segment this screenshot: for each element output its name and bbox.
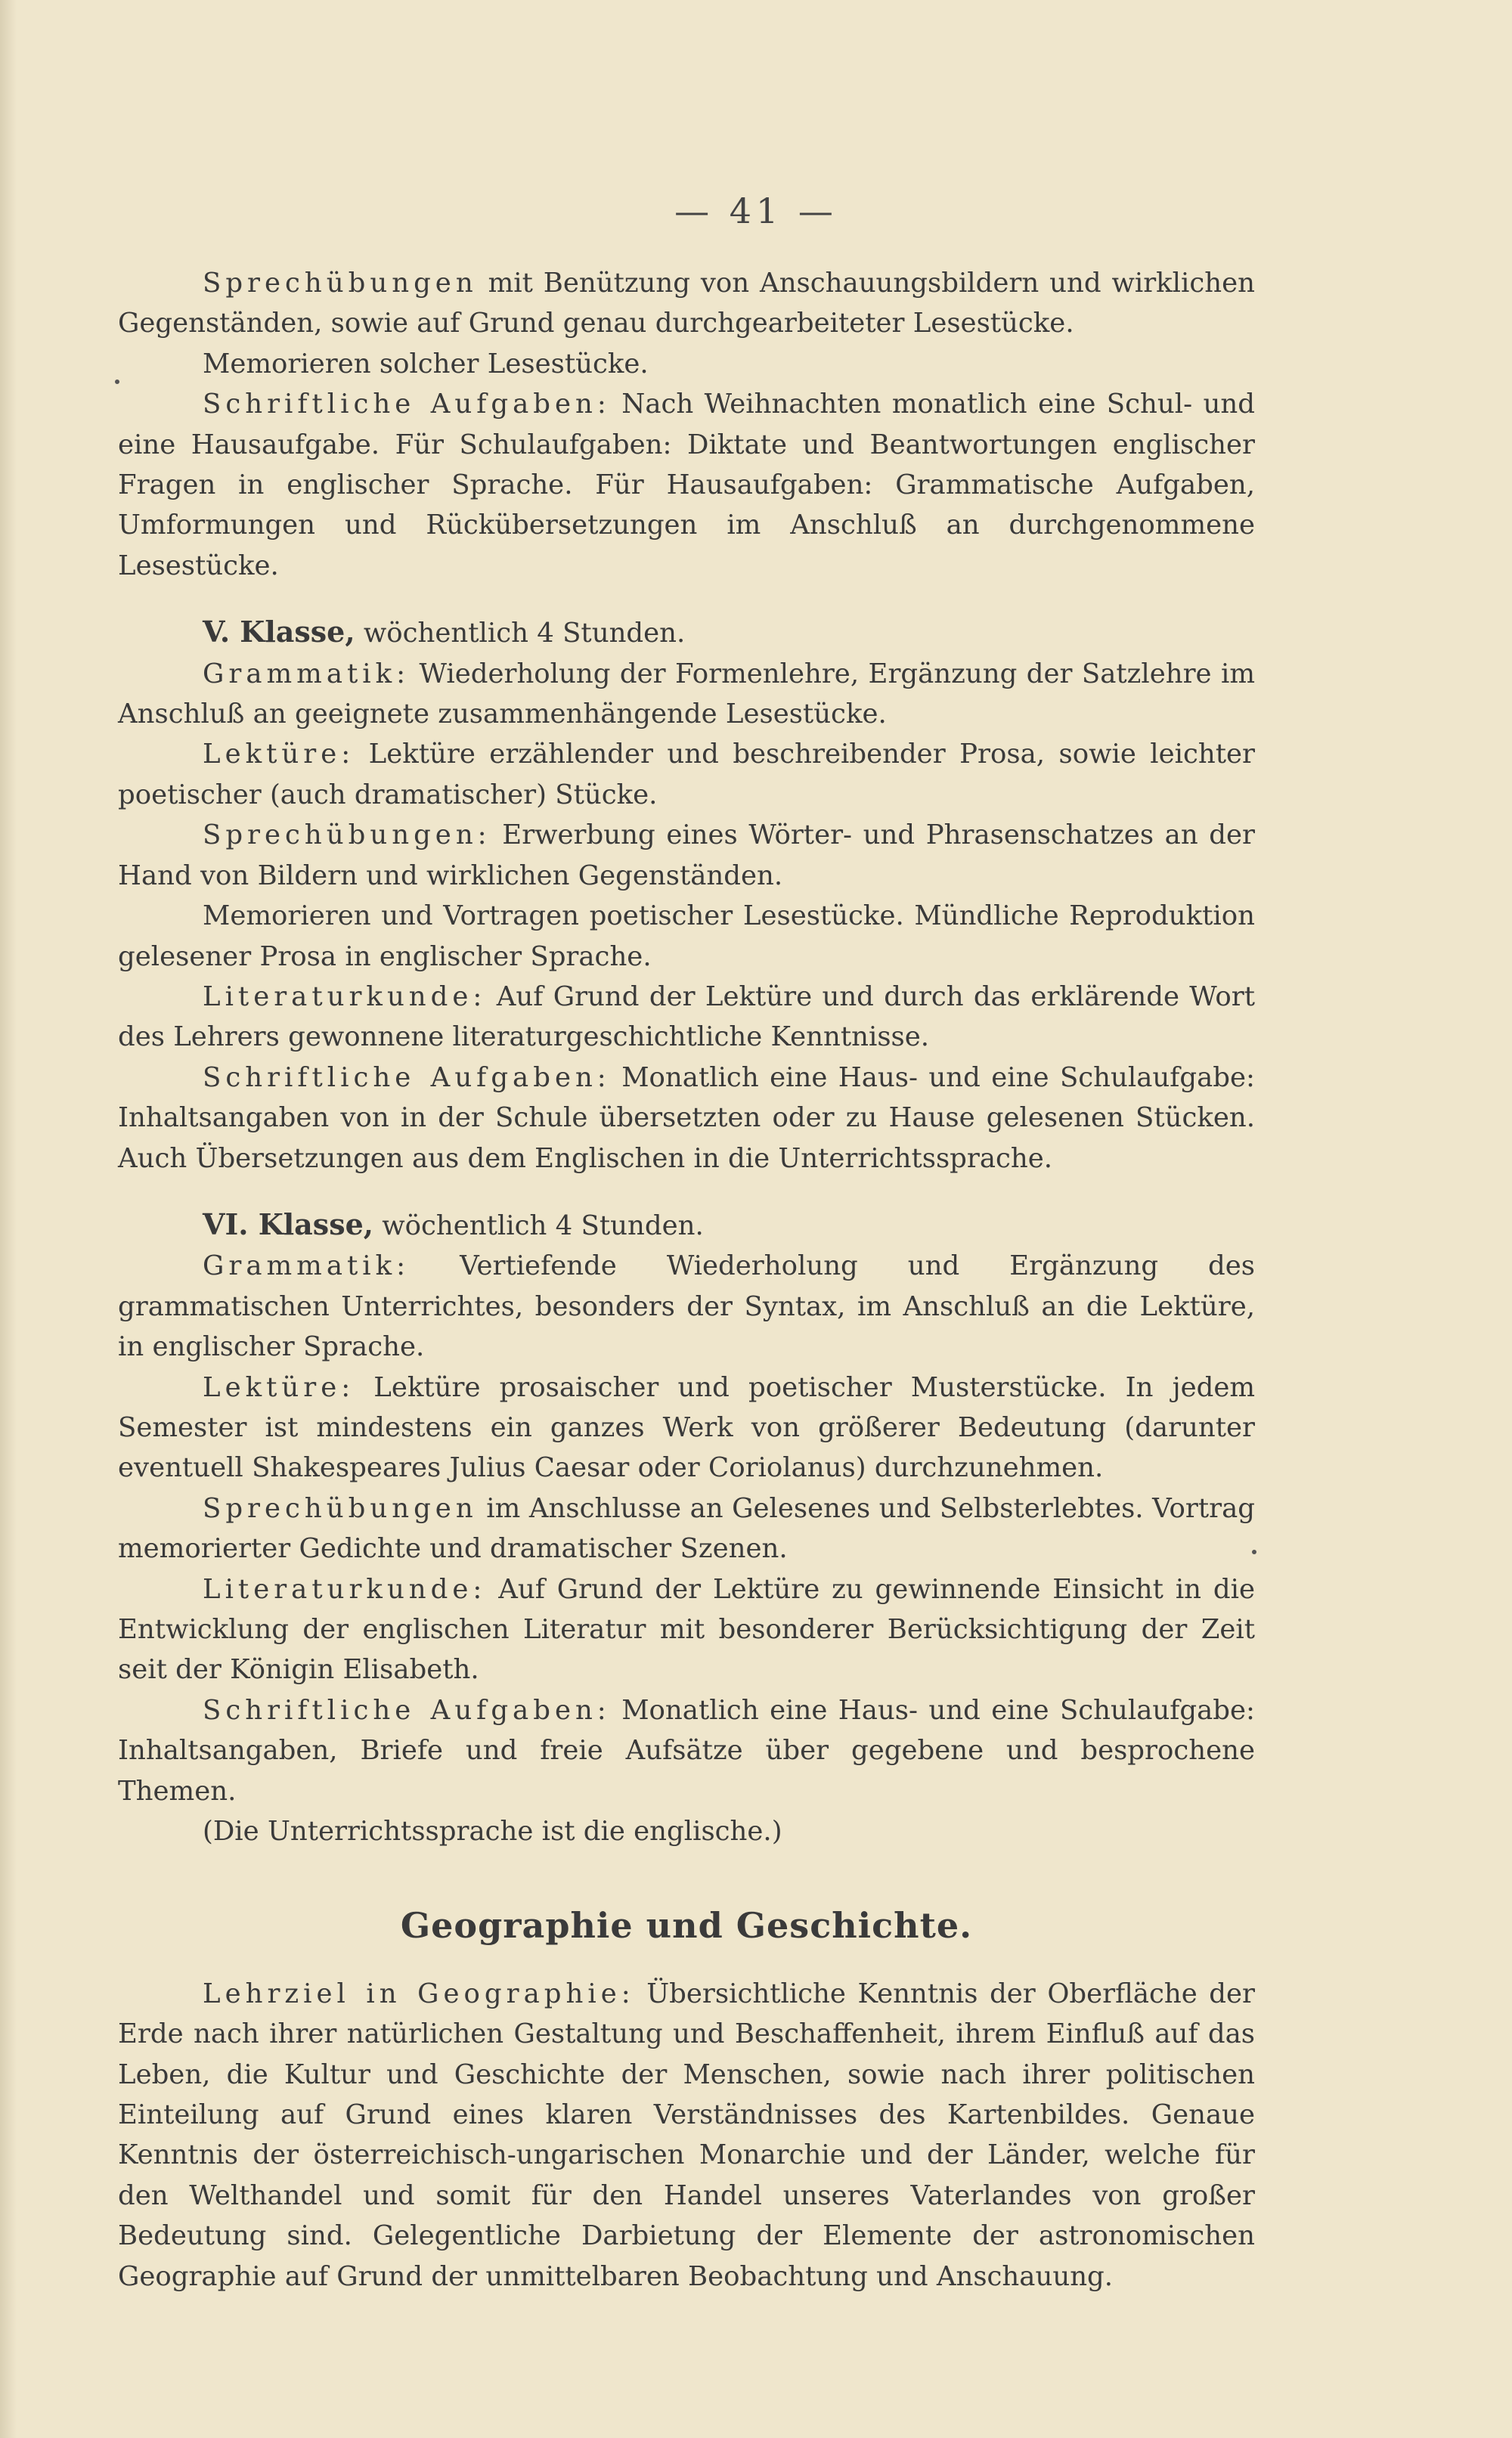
label-k6-sprechuebungen: Sprechübungen — [203, 1492, 478, 1524]
paragraph-lehrziel-geographie — [118, 1974, 1255, 2297]
text-k6-schriftliche-aufgaben: Monatlich eine Haus- und eine Schulaufgabe: Inhaltsangaben, Briefe und freie Aufsätze über gegebene und besprochene Themen. — [118, 1694, 1255, 1807]
label-k6-grammatik: Grammatik: — [203, 1250, 411, 1282]
text-k6-sprechuebungen: im Anschlusse an Gelesenes und Selbsterlebtes. Vortrag memorierter Gedichte und dramatischer Szenen. — [118, 1492, 1255, 1565]
paragraph-k5-lektuere — [118, 734, 1255, 815]
paragraph-k5-schriftliche-aufgaben — [118, 1058, 1255, 1179]
heading-klasse-6 — [118, 1204, 1255, 1246]
paragraph-k6-sprechuebungen — [118, 1489, 1255, 1569]
paragraph-k5-literaturkunde — [118, 977, 1255, 1058]
paragraph-k6-grammatik — [118, 1246, 1255, 1367]
paragraph-k5-grammatik — [118, 654, 1255, 735]
label-k5-schriftliche-aufgaben: Schriftliche Aufgaben: — [203, 1061, 611, 1093]
text-schriftliche-aufgaben: Nach Weihnachten monatlich eine Schul- und eine Hausaufgabe. Für Schulaufgaben: Diktate und Beantwortungen englischer Fragen in englischer Sprache. Für Hausaufgaben: Grammatische Aufgaben, Umformungen und Rückübersetzungen im Anschluß an durchgenommene Lesestücke. — [118, 389, 1255, 581]
page-edge-shadow — [0, 0, 17, 2438]
label-lehrziel-geographie: Lehrziel in Geographie: — [203, 1978, 635, 2009]
text-k5-literaturkunde: Auf Grund der Lektüre und durch das erklärende Wort des Lehrers gewonnene literaturgeschichtliche Kenntnisse. — [118, 980, 1255, 1053]
text-sprechuebungen: mit Benützung von Anschauungsbildern und wirklichen Gegenständen, sowie auf Grund genau durchgearbeiteter Lesestücke. — [118, 268, 1255, 339]
text-k5-grammatik: Wiederholung der Formenlehre, Ergänzung der Satzlehre im Anschluß an geeignete zusammenhängende Lesestücke. — [118, 658, 1255, 730]
label-schriftliche-aufgaben: Schriftliche Aufgaben: — [203, 389, 611, 420]
label-k5-sprechuebungen: Sprechübungen: — [203, 819, 491, 851]
klasse-6-hours: wöchentlich 4 Stunden. — [373, 1210, 704, 1241]
paragraph-k6-schriftliche-aufgaben — [118, 1690, 1255, 1811]
klasse-6-title: VI. Klasse, — [203, 1207, 373, 1241]
page-body — [118, 263, 1255, 2297]
paragraph-memorieren: Memorieren solcher Lesestücke. — [203, 348, 649, 379]
text-k6-grammatik: Vertiefende Wiederholung und Ergänzung des grammatischen Unterrichtes, besonders der Syntax, im Anschluß an die Lektüre, in englischer Sprache. — [118, 1250, 1255, 1363]
section-title-geographie-geschichte: Geographie und Geschichte. — [400, 1905, 973, 1947]
label-k5-lektuere: Lektüre: — [203, 739, 355, 770]
label-k5-grammatik: Grammatik: — [203, 658, 411, 689]
klasse-5-title: V. Klasse, — [203, 615, 355, 649]
label-k6-lektuere: Lektüre: — [203, 1371, 355, 1403]
paragraph-k5-memorieren: Memorieren und Vortragen poetischer Lesestücke. Mündliche Reproduktion gelesener Prosa in englischer Sprache. — [118, 900, 1255, 972]
label-k5-literaturkunde: Literaturkunde: — [203, 980, 487, 1012]
paragraph-sprechuebungen-intro — [118, 263, 1255, 344]
label-sprechuebungen: Sprechübungen — [203, 268, 478, 299]
klasse-5-hours: wöchentlich 4 Stunden. — [355, 618, 686, 649]
text-k6-lektuere: Lektüre prosaischer und poetischer Musterstücke. In jedem Semester ist mindestens ein ganzes Werk von größerer Bedeutung (darunter eventuell Shakespeares Julius Caesar oder Coriolanus) durchzunehmen. — [118, 1371, 1255, 1484]
paragraph-k6-literaturkunde — [118, 1569, 1255, 1690]
paragraph-schriftliche-aufgaben-intro — [118, 384, 1255, 586]
text-k5-schriftliche-aufgaben: Monatlich eine Haus- und eine Schulaufgabe: Inhaltsangaben von in der Schule übersetzten oder zu Hause gelesenen Stücken. Auch Übersetzungen aus dem Englischen in die Unterrichtssprache. — [118, 1061, 1255, 1174]
paragraph-k5-sprechuebungen — [118, 815, 1255, 896]
heading-klasse-5 — [118, 612, 1255, 653]
text-k5-sprechuebungen: Erwerbung eines Wörter- und Phrasenschatzes an der Hand von Bildern und wirklichen Gegenständen. — [118, 819, 1255, 891]
page-number: — 41 — — [674, 191, 838, 231]
paragraph-k6-lektuere — [118, 1368, 1255, 1489]
text-lehrziel-geographie: Übersichtliche Kenntnis der Oberfläche der Erde nach ihrer natürlichen Gestaltung und Beschaffenheit, ihrem Einfluß auf das Leben, die Kultur und Geschichte der Menschen, sowie nach ihrer politischen Einteilung auf Grund eines klaren Verständnisses des Kartenbildes. Genaue Kenntnis der österreichisch-ungarischen Monarchie und der Länder, welche für den Welthandel und somit für den Handel unseres Vaterlandes von großer Bedeutung sind. Gelegentliche Darbietung der Elemente der astronomischen Geographie auf Grund der unmittelbaren Beobachtung und Anschauung. — [118, 1978, 1256, 2292]
paragraph-k6-unterrichtssprache: (Die Unterrichtssprache ist die englische.) — [203, 1816, 782, 1848]
label-k6-schriftliche-aufgaben: Schriftliche Aufgaben: — [203, 1694, 611, 1726]
text-k5-lektuere: Lektüre erzählender und beschreibender Prosa, sowie leichter poetischer (auch dramatischer) Stücke. — [118, 739, 1255, 810]
label-k6-literaturkunde: Literaturkunde: — [203, 1573, 487, 1605]
text-k6-literaturkunde: Auf Grund der Lektüre zu gewinnende Einsicht in die Entwicklung der englischen Literatur mit besonderer Berücksichtigung der Zeit seit der Königin Elisabeth. — [118, 1573, 1255, 1686]
